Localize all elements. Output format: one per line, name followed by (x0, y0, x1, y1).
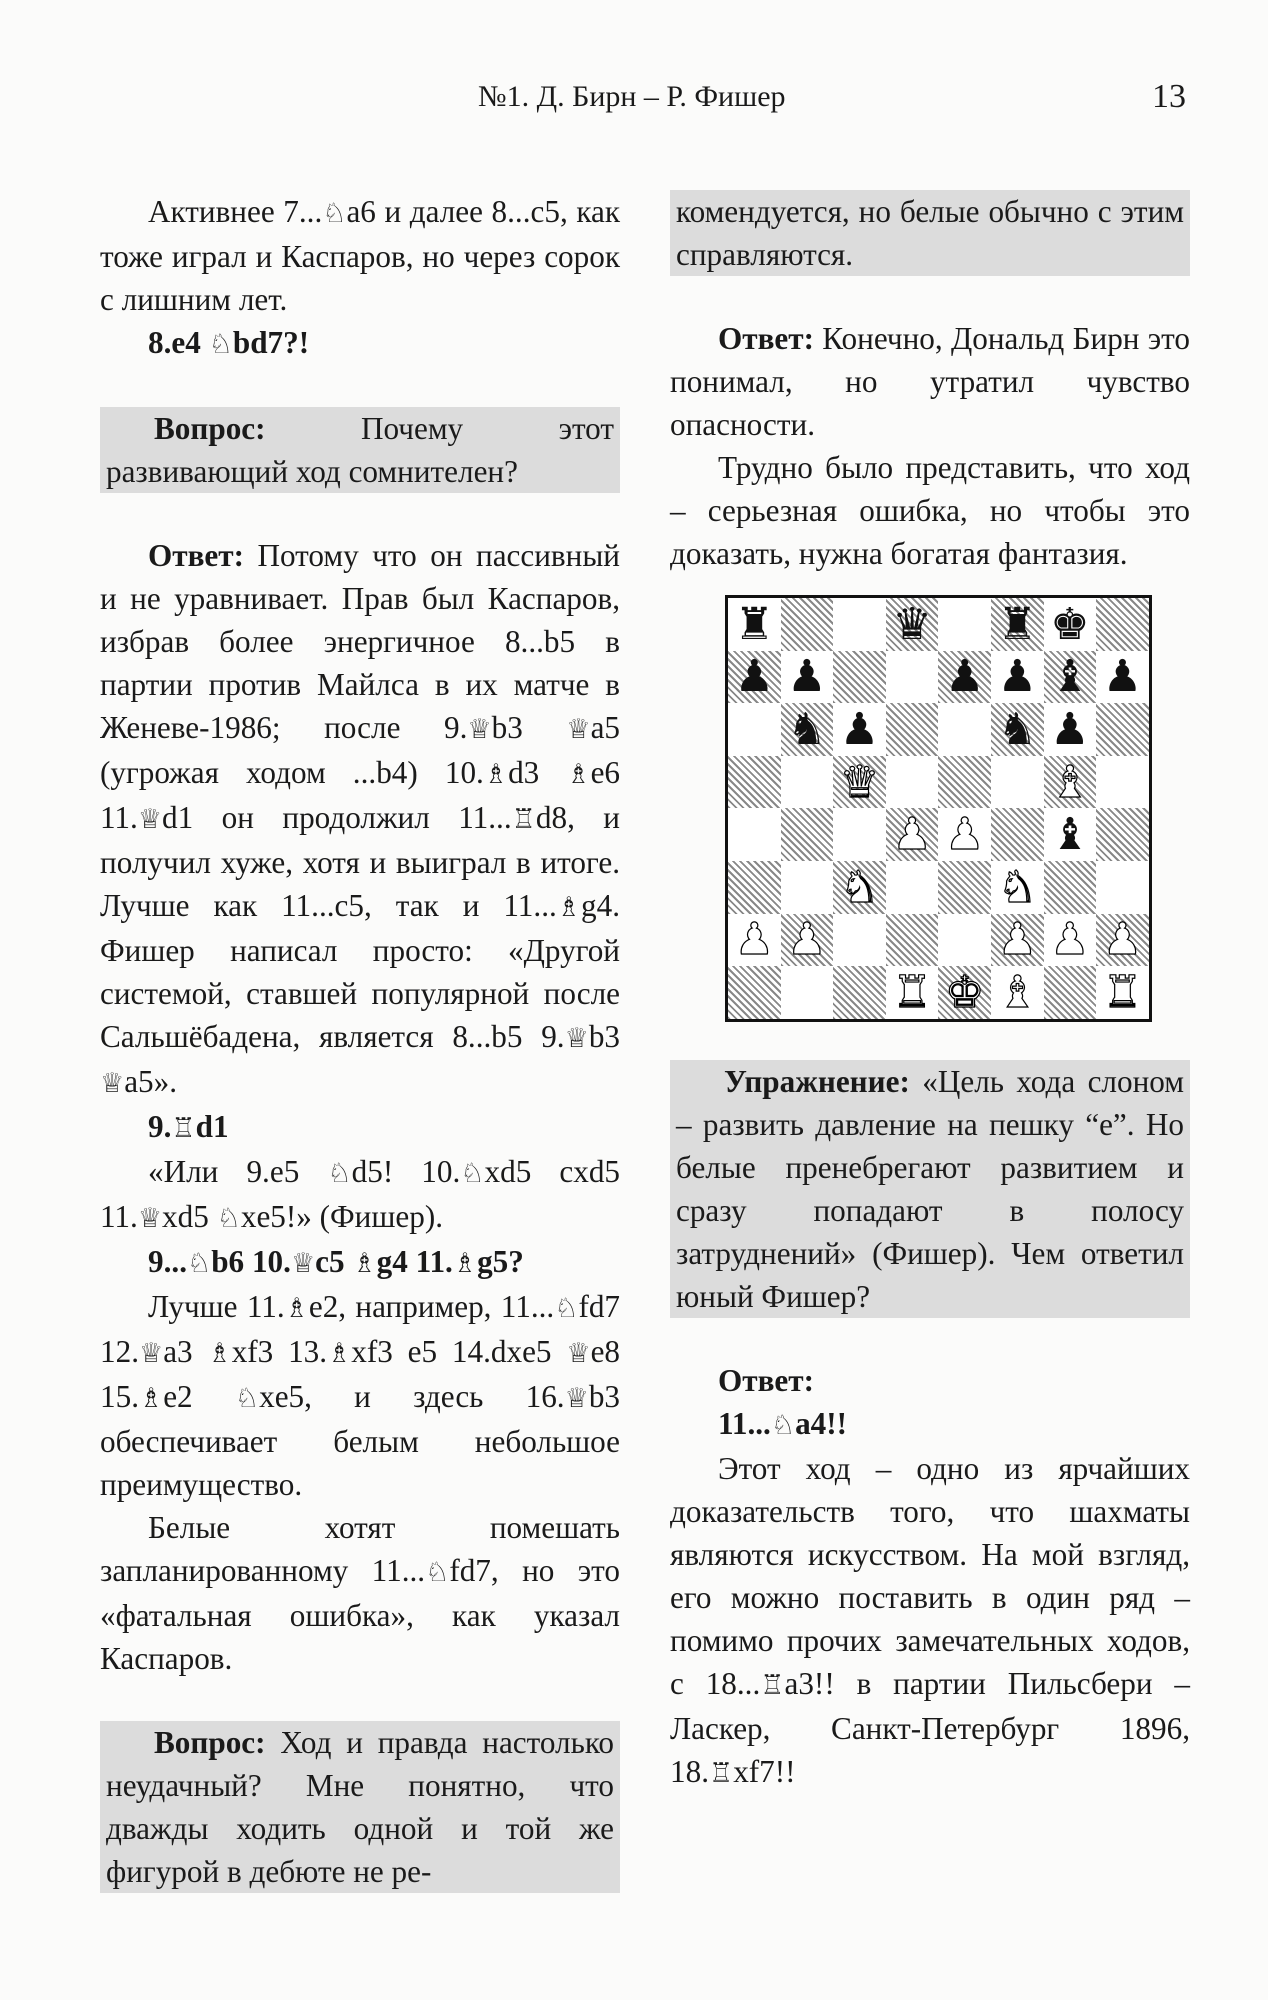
text: Активнее 7... (148, 194, 323, 229)
piece-glyph: ♜ (997, 598, 1038, 650)
paragraph-art (670, 1447, 1190, 1795)
board-square-f4 (991, 808, 1044, 861)
answer-label: Ответ: (718, 321, 814, 356)
board-square-d7 (886, 651, 939, 704)
piece-glyph: ♝ (1050, 756, 1090, 808)
rook-icon: ♖ (760, 1670, 785, 1701)
white-rook-icon (886, 966, 939, 1019)
white-bishop-icon (1044, 756, 1097, 809)
text: b3 (588, 1019, 620, 1054)
knight-icon: ♘ (216, 1203, 241, 1234)
white-pawn-icon (728, 914, 781, 967)
queen-icon: ♕ (564, 1023, 589, 1054)
chess-diagram (725, 595, 1152, 1022)
white-knight-icon (991, 861, 1044, 914)
board-square-a1 (728, 966, 781, 1019)
bishop-icon: ♗ (352, 1248, 377, 1279)
text: d1 он продолжил 11... (162, 800, 512, 835)
text: xf7!! (733, 1754, 796, 1789)
text: a6 и далее 8...c5, как тоже играл и Каспаров, но через сорок с лишним лет. (100, 194, 620, 317)
black-pawn-icon (938, 651, 991, 704)
question-label: Вопрос: (154, 411, 266, 446)
queen-icon: ♕ (467, 714, 492, 745)
text: g4. Фишер написал просто: «Другой системой, ставшей популярной после Сальшёбадена, является 8...b5 9. (100, 888, 620, 1054)
move-text: b6 10. (211, 1244, 291, 1279)
text: d5! 10. (351, 1154, 461, 1189)
board-square-e2 (938, 914, 991, 967)
queen-icon: ♕ (290, 1248, 316, 1279)
board-square-h3 (1096, 861, 1149, 914)
white-queen-icon (833, 756, 886, 809)
piece-glyph: ♞ (997, 861, 1038, 913)
move-line-8 (100, 321, 620, 366)
piece-glyph: ♞ (997, 703, 1038, 755)
paragraph-intro (100, 190, 620, 321)
knight-icon: ♘ (322, 198, 347, 229)
text: xf3 e5 14.dxe5 (351, 1334, 567, 1369)
board-square-d6 (886, 703, 939, 756)
piece-glyph: ♟ (892, 809, 932, 861)
text: Конечно, Дональд Бирн это понимал, но утратил чувство опасности. (670, 321, 1190, 442)
text: b3 (491, 710, 567, 745)
black-bishop-icon (1044, 808, 1097, 861)
knight-icon: ♘ (425, 1557, 450, 1588)
move-text: 11... (718, 1406, 771, 1441)
board-square-h5 (1096, 756, 1149, 809)
piece-glyph: ♞ (787, 703, 827, 755)
text: xd5 (162, 1199, 217, 1234)
text: b3 обеспечивает белым небольшое преимущество. (100, 1379, 621, 1502)
rook-icon: ♖ (171, 1113, 196, 1144)
white-pawn-icon (886, 808, 939, 861)
board-square-b8 (781, 598, 834, 651)
piece-glyph: ♚ (944, 966, 985, 1018)
text: Лучше 11. (148, 1289, 285, 1324)
text: d3 (508, 755, 567, 790)
text: e2, например, 11... (308, 1289, 555, 1324)
board-square-a3 (728, 861, 781, 914)
piece-glyph: ♝ (1050, 809, 1090, 861)
black-king-icon (1044, 598, 1097, 651)
board-square-c4 (833, 808, 886, 861)
board-square-f5 (991, 756, 1044, 809)
text: Ход и правда настолько неудачный? Мне понятно, что дважды ходить одной и той же фигурой в дебюте не ре- (106, 1725, 614, 1889)
question-text (106, 1721, 614, 1893)
paragraph-variation (100, 1150, 620, 1240)
knight-icon: ♘ (208, 329, 233, 360)
exercise-box (670, 1060, 1190, 1318)
text: Почему этот развивающий ход сомнителен? (106, 411, 614, 489)
board-square-d2 (886, 914, 939, 967)
question-text: комендуется, но белые обычно с этим справляются. (676, 194, 1184, 272)
black-pawn-icon (833, 703, 886, 756)
white-bishop-icon (991, 966, 1044, 1019)
page-number: 13 (1152, 78, 1186, 115)
board-square-c1 (833, 966, 886, 1019)
move-text: g5? (477, 1244, 524, 1279)
board-square-b3 (781, 861, 834, 914)
white-king-icon (938, 966, 991, 1019)
answer-paragraph (100, 534, 620, 1105)
text: Белые хотят помешать запланированному 11... (100, 1510, 620, 1588)
piece-glyph: ♚ (1050, 598, 1090, 650)
piece-glyph: ♟ (944, 651, 985, 703)
exercise-label: Упражнение: (724, 1064, 910, 1099)
piece-glyph: ♟ (997, 914, 1038, 966)
queen-icon: ♕ (137, 804, 163, 835)
right-column (670, 190, 1190, 1795)
text: «Цель хода слоном – развить давление на пешку “e”. Но белые пренебрегают развитием и сразу попадают в полосу затруднений» (Фишер). Чем ответил юный Фишер? (676, 1064, 1184, 1314)
piece-glyph: ♟ (1050, 914, 1090, 966)
text: a5». (124, 1064, 178, 1099)
white-pawn-icon (1096, 914, 1149, 967)
queen-icon: ♕ (566, 714, 591, 745)
move-line-11 (670, 1402, 1190, 1447)
rook-icon: ♖ (511, 804, 536, 835)
move-text: d1 (195, 1109, 229, 1144)
piece-glyph: ♟ (1050, 703, 1090, 755)
knight-icon: ♘ (186, 1248, 212, 1279)
white-pawn-icon (938, 808, 991, 861)
text: xf3 13. (231, 1334, 328, 1369)
black-bishop-icon (1044, 651, 1097, 704)
board-square-c2 (833, 914, 886, 967)
board-square-b1 (781, 966, 834, 1019)
queen-icon: ♕ (100, 1068, 125, 1099)
move-text: g4 11. (376, 1244, 453, 1279)
white-knight-icon (833, 861, 886, 914)
black-pawn-icon (1044, 703, 1097, 756)
text: xe5!» (Фишер). (240, 1199, 443, 1234)
board-square-a5 (728, 756, 781, 809)
board-square-h8 (1096, 598, 1149, 651)
black-pawn-icon (781, 651, 834, 704)
bishop-icon: ♗ (483, 759, 509, 790)
black-knight-icon (781, 703, 834, 756)
black-pawn-icon (1096, 651, 1149, 704)
bishop-icon: ♗ (566, 759, 591, 790)
text: xe5, и здесь 16. (259, 1379, 565, 1414)
white-pawn-icon (781, 914, 834, 967)
black-rook-icon (728, 598, 781, 651)
paragraph-better (100, 1285, 620, 1506)
piece-glyph: ♛ (892, 598, 932, 650)
piece-glyph: ♟ (734, 651, 775, 703)
piece-glyph: ♟ (787, 651, 827, 703)
black-rook-icon (991, 598, 1044, 651)
text: e6 11. (100, 755, 620, 835)
board-square-d5 (886, 756, 939, 809)
question-text (106, 407, 614, 493)
bishop-icon: ♗ (327, 1338, 352, 1369)
paragraph-hard-to-imagine: Трудно было представить, что ход – серьезная ошибка, но чтобы это доказать, нужна богатая фантазия. (670, 450, 1190, 571)
bishop-icon: ♗ (452, 1248, 478, 1279)
piece-glyph: ♟ (1102, 914, 1143, 966)
piece-glyph: ♝ (1050, 651, 1090, 703)
text: e8 15. (100, 1334, 621, 1414)
piece-glyph: ♟ (1102, 651, 1143, 703)
question-box (100, 407, 620, 493)
move-line-9 (100, 1105, 620, 1150)
piece-glyph: ♟ (839, 703, 880, 755)
black-pawn-icon (991, 651, 1044, 704)
piece-glyph: ♜ (892, 966, 932, 1018)
board-square-c7 (833, 651, 886, 704)
piece-glyph: ♜ (1102, 966, 1143, 1018)
knight-icon: ♘ (554, 1293, 579, 1324)
text: a3 (163, 1334, 208, 1369)
move-line-9-11 (100, 1240, 620, 1285)
bishop-icon: ♗ (138, 1383, 164, 1414)
white-rook-icon (1096, 966, 1149, 1019)
move-text: 8.e4 (148, 325, 209, 360)
bishop-icon: ♗ (284, 1293, 309, 1324)
board-square-g3 (1044, 861, 1097, 914)
answer-label: Ответ: (148, 538, 244, 573)
answer-label: Ответ: (718, 1363, 814, 1398)
queen-icon: ♕ (564, 1383, 589, 1414)
bishop-icon: ♗ (207, 1338, 232, 1369)
text: a5 (угрожая ходом ...b4) 10. (100, 710, 620, 790)
piece-glyph: ♜ (734, 598, 775, 650)
text: d8, и получил хуже, хотя и выиграл в итоге. Лучше как 11...c5, так и 11... (100, 800, 620, 923)
board-square-e3 (938, 861, 991, 914)
board-square-e5 (938, 756, 991, 809)
board-square-h6 (1096, 703, 1149, 756)
move-text: a4!! (795, 1406, 848, 1441)
running-title: №1. Д. Бирн – Р. Фишер (478, 80, 786, 113)
move-text: bd7?! (232, 325, 310, 360)
white-pawn-icon (1044, 914, 1097, 967)
board-square-a6 (728, 703, 781, 756)
white-pawn-icon (991, 914, 1044, 967)
piece-glyph: ♞ (839, 861, 880, 913)
board-square-a4 (728, 808, 781, 861)
answer-paragraph (670, 317, 1190, 446)
knight-icon: ♘ (460, 1158, 485, 1189)
piece-glyph: ♟ (997, 651, 1038, 703)
piece-glyph: ♛ (839, 756, 880, 808)
piece-glyph: ♟ (944, 809, 985, 861)
board-square-c8 (833, 598, 886, 651)
text: Потому что он пассивный и не уравнивает. Прав был Каспаров, избрав более энергичное 8...b5 в партии против Майлса в их матче в Женеве-1986; после 9. (100, 538, 620, 745)
text: Этот ход – одно из ярчайших доказательств того, что шахматы являются искусством. На мой взгляд, его можно поставить в один ряд – помимо прочих замечательных ходов, с 18... (670, 1451, 1190, 1701)
question-box-continued (670, 190, 1190, 276)
piece-glyph: ♝ (997, 966, 1038, 1018)
board-square-d3 (886, 861, 939, 914)
knight-icon: ♘ (234, 1383, 260, 1414)
queen-icon: ♕ (566, 1338, 591, 1369)
bishop-icon: ♗ (556, 892, 582, 923)
paragraph-white-wants (100, 1506, 620, 1680)
page-header (0, 0, 1268, 140)
queen-icon: ♕ (137, 1203, 163, 1234)
board-square-h4 (1096, 808, 1149, 861)
board-square-g1 (1044, 966, 1097, 1019)
board-square-b4 (781, 808, 834, 861)
text: fd7 12. (100, 1289, 621, 1369)
text: e2 (163, 1379, 235, 1414)
black-queen-icon (886, 598, 939, 651)
rook-icon: ♖ (708, 1758, 734, 1789)
text: «Или 9.e5 (148, 1154, 328, 1189)
queen-icon: ♕ (138, 1338, 164, 1369)
question-box (100, 1721, 620, 1893)
knight-icon: ♘ (770, 1410, 796, 1441)
board-square-e8 (938, 598, 991, 651)
black-knight-icon (991, 703, 1044, 756)
answer-heading (670, 1359, 1190, 1402)
exercise-text (676, 1060, 1184, 1318)
board-square-e6 (938, 703, 991, 756)
text: a3!! в партии Пильсбери – Ласкер, Санкт-Петербург 1896, 18. (670, 1666, 1190, 1789)
move-text: c5 (315, 1244, 353, 1279)
piece-glyph: ♟ (787, 914, 827, 966)
piece-glyph: ♟ (734, 914, 775, 966)
text: fd7, но это «фатальная ошибка», как указал Каспаров. (100, 1553, 620, 1676)
move-text: 9. (148, 1109, 172, 1144)
text: xd5 cxd5 11. (100, 1154, 621, 1234)
question-label: Вопрос: (154, 1725, 266, 1760)
knight-icon: ♘ (327, 1158, 352, 1189)
board-square-b5 (781, 756, 834, 809)
left-column (100, 190, 620, 1893)
move-text: 9... (148, 1244, 187, 1279)
black-pawn-icon (728, 651, 781, 704)
